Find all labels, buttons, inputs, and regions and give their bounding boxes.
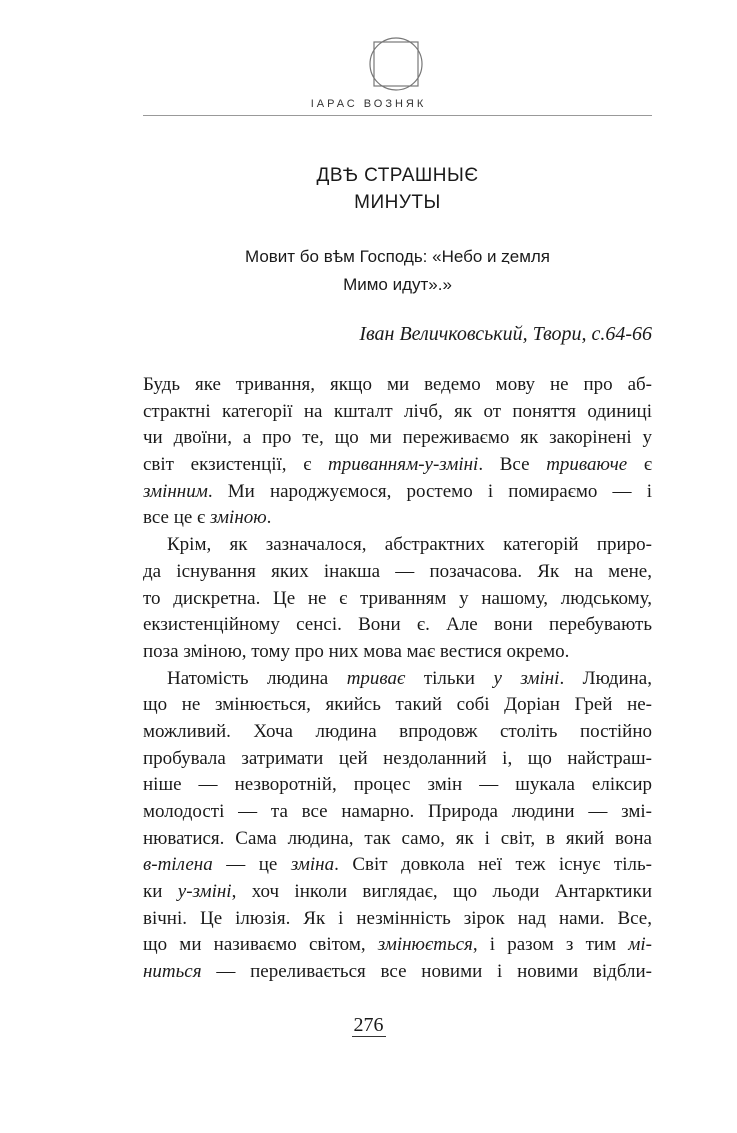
running-head: ІАРАС ВОЗНЯК [310,98,427,110]
text-line [143,746,652,773]
text-run: — переливається все новими і новими відбли- [201,961,652,983]
text-line [143,639,652,666]
body-text [143,372,652,986]
text-line [143,479,652,506]
text-run: чи двоїни, а про те, що ми переживаємо як закорінені у [143,427,652,449]
text-line [143,559,652,586]
chapter-title [143,162,652,216]
emphasis-text: зміна [290,854,335,876]
emphasis-text: в-тілена [143,854,213,876]
text-run: ніше — незворотній, процес змін — шукала еліксир [143,774,652,796]
page-number-value: 276 [353,1014,384,1036]
text-line [143,586,652,613]
text-line [143,799,652,826]
text-line [143,452,652,479]
emphasis-text: ниться [143,961,202,983]
text-run: то дискретна. Це не є триванням у нашому, людському, [143,587,652,609]
text-run: страктні категорії на кшталт лічб, як от поняття одиниці [143,400,652,422]
text-line [143,879,652,906]
epigraph-line-1: Мовит бо вѣм Господь: «Небо и ȥемля [244,247,551,266]
text-run: що не змінюється, якийсь такий собі Доріан Грей не- [143,694,652,716]
text-line [143,772,652,799]
emphasis-text: триванням-у-зміні [328,454,479,476]
text-run: є [627,454,652,476]
text-run: . [266,507,272,529]
text-run: вічні. Це ілюзія. Як і незмінність зірок над нами. Все, [143,907,652,929]
text-line [143,852,652,879]
emphasis-text: зміною [209,507,267,529]
text-run: пробувала затримати цей нездоланний і, що найстраш- [143,747,652,769]
header-rule [143,115,652,116]
text-run: поза зміною, тому про них мова має вестися окремо. [143,640,570,662]
text-run: , хоч інколи виглядає, що льоди Антарктики [231,881,652,903]
text-run: — це [212,854,291,876]
text-line [143,692,652,719]
text-run: . Ми народжуємося, ростемо і помираємо — і [207,480,652,502]
text-run: світ екзистенції, є [143,454,329,476]
text-run: да існування яких інакша — позачасова. Як на мене, [143,560,652,582]
chapter-title-line-2: МИНУТЫ [354,192,441,213]
text-line [143,505,652,532]
logo-icon [368,36,424,92]
text-run: ки [143,881,178,903]
epigraph [143,243,652,299]
emphasis-text: у зміні [493,667,560,689]
text-run: . Світ довкола неї теж існує тіль- [334,854,652,876]
text-line [143,425,652,452]
text-run: Натомість людина [167,667,347,689]
text-line [143,666,652,693]
text-line [143,826,652,853]
text-run: нюватися. Сама людина, так само, як і світ, в який вона [143,827,652,849]
text-run: екзистенційному сенсі. Вони є. Але вони перебувають [143,614,652,636]
text-line [143,612,652,639]
page-number [0,1014,737,1037]
text-line [143,719,652,746]
emphasis-text: змінним [143,480,208,502]
text-run: все це є [143,507,210,529]
epigraph-line-2: Мимо идут».» [343,275,452,294]
text-line [143,372,652,399]
emphasis-text: мі- [628,934,652,956]
epigraph-attribution: Іван Величковський, Твори, с.64-66 [359,323,652,345]
text-line [143,932,652,959]
text-run: Крім, як зазначалося, абстрактних категорій приро- [167,534,652,556]
text-run: . Людина, [559,667,652,689]
text-line [143,959,652,986]
text-line [143,532,652,559]
emphasis-text: змінюється [377,934,473,956]
text-run: тільки [405,667,494,689]
text-run: що ми називаємо світом, [143,934,378,956]
emphasis-text: триває [346,667,406,689]
text-run: Будь яке тривання, якщо ми ведемо мову не про аб- [143,374,652,395]
text-run: можливий. Хоча людина впродовж століть постійно [143,720,652,742]
text-run: молодості — та все намарно. Природа людини — змі- [143,801,652,822]
chapter-title-line-1: ДВѢ СТРАШНЫЄ [316,165,479,186]
text-run: , і разом з тим [472,934,629,956]
text-line [143,906,652,933]
text-run: . Все [478,454,547,476]
text-line [143,399,652,426]
emphasis-text: триваюче [546,454,628,476]
emphasis-text: у-зміні [177,881,232,903]
